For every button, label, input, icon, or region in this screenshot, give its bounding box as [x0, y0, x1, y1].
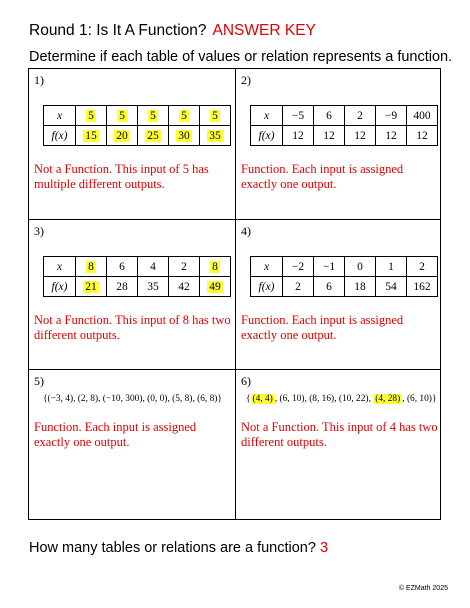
answer-text: Not a Function. This input of 4 has two different outputs.	[241, 420, 438, 449]
problem-5	[29, 370, 235, 520]
f-cell	[200, 277, 231, 297]
pair-separator: ,	[73, 394, 78, 404]
pair-separator: ,	[98, 394, 103, 404]
x-value: 2	[419, 260, 425, 273]
f-value: 54	[385, 280, 397, 293]
f-value: 12	[323, 129, 335, 142]
ordered-pair: (6, 8)	[197, 394, 218, 404]
answer-text: Function. Each input is assigned exactly one output.	[34, 420, 197, 449]
f-value: 42	[178, 280, 190, 293]
f-cell	[76, 277, 107, 297]
f-cell	[283, 277, 314, 297]
answer-key-label: ANSWER KEY	[212, 22, 316, 39]
pair-separator: ,	[167, 394, 173, 404]
x-cell	[138, 257, 169, 277]
instructions: Determine if each table of values or relation represents a function.	[29, 49, 453, 65]
function-count: 3	[319, 540, 329, 556]
ordered-pair: (−10, 300)	[102, 394, 143, 404]
x-cell	[169, 257, 200, 277]
x-value: 5	[212, 109, 218, 122]
ordered-pair: (5, 8)	[172, 394, 193, 404]
title-text: Round 1: Is It A Function?	[29, 22, 207, 39]
f-cell	[314, 277, 345, 297]
pair-separator: ,	[274, 394, 280, 404]
set-close-brace: }	[431, 394, 437, 404]
f-value: 35	[209, 129, 221, 142]
x-cell	[407, 257, 438, 277]
x-value: 5	[150, 109, 156, 122]
f-value: 49	[209, 280, 221, 293]
x-cell	[107, 106, 138, 126]
f-value: 35	[147, 280, 159, 293]
x-value: 2	[357, 109, 363, 122]
x-cell	[314, 257, 345, 277]
f-cell	[376, 126, 407, 146]
f-label: f(x)	[251, 126, 283, 146]
f-row	[251, 126, 438, 146]
x-value: −2	[291, 260, 305, 273]
problem-number: 6)	[241, 374, 251, 388]
set-open-brace: {	[246, 394, 251, 404]
x-value: 5	[119, 109, 125, 122]
answer-text: Function. Each input is assigned exactly one output.	[241, 313, 404, 342]
x-cell	[107, 257, 138, 277]
relation-set	[246, 394, 436, 404]
problem-4	[236, 220, 442, 370]
f-row	[44, 126, 231, 146]
f-cell	[138, 277, 169, 297]
x-cell	[376, 106, 407, 126]
ordered-pair: (10, 22)	[338, 394, 369, 404]
ordered-pair: (8, 16)	[309, 394, 335, 404]
f-cell	[76, 126, 107, 146]
x-cell	[200, 257, 231, 277]
problem-number: 4)	[241, 224, 251, 238]
ordered-pair: (0, 0)	[147, 394, 168, 404]
x-value: 8	[88, 260, 94, 273]
value-table	[43, 105, 231, 146]
f-value: 25	[147, 129, 159, 142]
x-row	[251, 106, 438, 126]
f-cell	[283, 126, 314, 146]
answer-text: Not a Function. This input of 8 has two different outputs.	[34, 313, 231, 342]
relation-set	[43, 394, 222, 404]
problem-grid	[28, 68, 441, 520]
x-cell	[283, 257, 314, 277]
x-value: 2	[181, 260, 187, 273]
x-value: 8	[212, 260, 218, 273]
f-value: 2	[295, 280, 301, 293]
x-cell	[376, 257, 407, 277]
f-cell	[169, 126, 200, 146]
f-value: 12	[416, 129, 428, 142]
answer-text: Not a Function. This input of 5 has multiple different outputs.	[34, 162, 209, 191]
f-cell	[169, 277, 200, 297]
x-cell	[345, 257, 376, 277]
question-text: How many tables or relations are a function?	[29, 540, 316, 556]
x-value: 1	[388, 260, 394, 273]
f-row	[44, 277, 231, 297]
x-value: 400	[413, 109, 431, 122]
f-value: 18	[354, 280, 366, 293]
x-value: 4	[150, 260, 156, 273]
x-cell	[138, 106, 169, 126]
f-label: f(x)	[251, 277, 283, 297]
f-value: 15	[85, 129, 97, 142]
f-cell	[345, 277, 376, 297]
copyright-notice: © EZMath 2025	[398, 585, 448, 592]
f-value: 12	[354, 129, 366, 142]
x-value: −1	[322, 260, 336, 273]
x-cell	[169, 106, 200, 126]
ordered-pair: (−3, 4)	[47, 394, 74, 404]
x-value: −9	[384, 109, 398, 122]
x-value: 0	[357, 260, 363, 273]
f-value: 12	[385, 129, 397, 142]
x-cell	[283, 106, 314, 126]
x-cell	[76, 257, 107, 277]
f-value: 30	[178, 129, 190, 142]
f-cell	[407, 277, 438, 297]
f-cell	[376, 277, 407, 297]
problem-1	[29, 69, 235, 219]
f-cell	[345, 126, 376, 146]
value-table	[43, 256, 231, 297]
problem-number: 3)	[34, 224, 44, 238]
f-value: 6	[326, 280, 332, 293]
ordered-pair: (6, 10)	[406, 394, 432, 404]
x-value: 6	[326, 109, 332, 122]
value-table	[250, 256, 438, 297]
summary-question	[29, 540, 328, 556]
problem-2	[236, 69, 442, 219]
x-label: x	[44, 257, 76, 277]
f-cell	[200, 126, 231, 146]
f-label: f(x)	[44, 126, 76, 146]
set-close-brace: }	[217, 394, 222, 404]
ordered-pair: (4, 28)	[375, 394, 401, 404]
pair-separator: ,	[334, 394, 339, 404]
f-cell	[107, 126, 138, 146]
x-row	[44, 106, 231, 126]
pair-separator: ,	[192, 394, 198, 404]
answer-text: Function. Each input is assigned exactly one output.	[241, 162, 404, 191]
x-value: 5	[88, 109, 94, 122]
ordered-pair: (4, 4)	[252, 394, 273, 404]
f-cell	[138, 126, 169, 146]
pair-separator: ,	[402, 394, 407, 404]
f-value: 21	[85, 280, 97, 293]
x-label: x	[251, 257, 283, 277]
x-cell	[200, 106, 231, 126]
ordered-pair: (6, 10)	[279, 394, 305, 404]
pair-separator: ,	[142, 394, 148, 404]
problem-6	[236, 370, 442, 520]
x-value: −5	[291, 109, 305, 122]
ordered-pair: (2, 8)	[77, 394, 99, 404]
f-value: 162	[413, 280, 431, 293]
f-cell	[407, 126, 438, 146]
x-cell	[76, 106, 107, 126]
problem-number: 2)	[241, 73, 251, 87]
x-value: 6	[119, 260, 125, 273]
worksheet-title	[29, 22, 316, 40]
x-label: x	[44, 106, 76, 126]
x-cell	[345, 106, 376, 126]
set-open-brace: {	[43, 394, 48, 404]
f-value: 20	[116, 129, 128, 142]
f-value: 28	[116, 280, 128, 293]
pair-separator: ,	[304, 394, 310, 404]
problem-3	[29, 220, 235, 370]
x-row	[251, 257, 438, 277]
x-cell	[314, 106, 345, 126]
f-row	[251, 277, 438, 297]
value-table	[250, 105, 438, 146]
x-label: x	[251, 106, 283, 126]
problem-number: 5)	[34, 374, 44, 388]
f-cell	[314, 126, 345, 146]
f-label: f(x)	[44, 277, 76, 297]
x-value: 5	[181, 109, 187, 122]
f-value: 12	[292, 129, 304, 142]
f-cell	[107, 277, 138, 297]
x-cell	[407, 106, 438, 126]
pair-separator: ,	[368, 394, 374, 404]
x-row	[44, 257, 231, 277]
problem-number: 1)	[34, 73, 44, 87]
